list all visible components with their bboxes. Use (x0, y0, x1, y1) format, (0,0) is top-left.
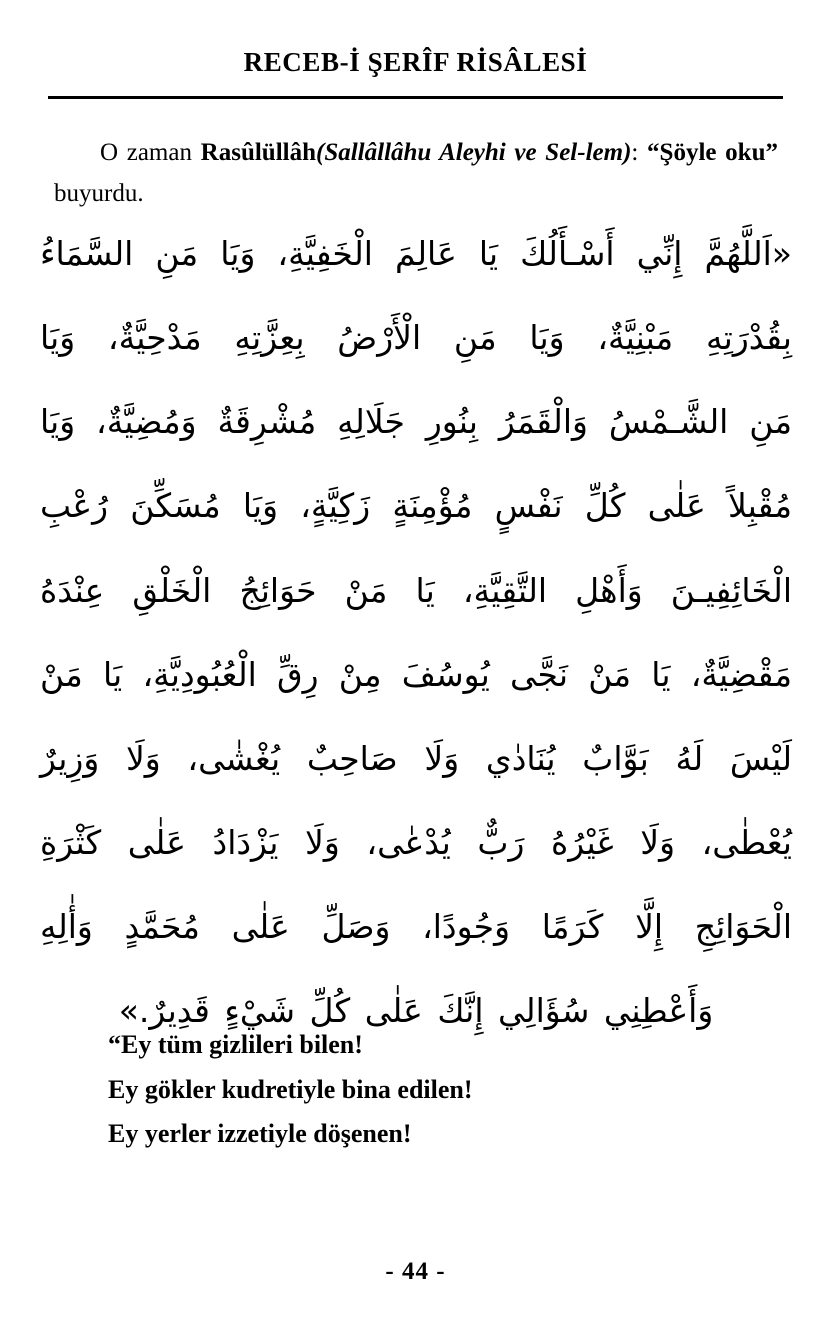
page-header-title: RECEB-İ ŞERÎF RİSÂLESİ (243, 47, 588, 77)
arabic-line: مَقْضِيَّةٌ، يَا مَنْ نَجَّى يُوسُفَ مِنْ رِقِّ الْعُبُودِيَّةِ، يَا مَنْ (40, 654, 792, 694)
intro-text-2: : (631, 139, 648, 166)
arabic-line: «اَللَّهُمَّ إِنِّي أَسْـأَلُكَ يَا عَالِمَ الْخَفِيَّةِ، وَيَا مَنِ السَّمَاءُ (40, 234, 792, 273)
translation-line: Ey yerler izzetiyle döşenen! (108, 1119, 412, 1149)
page-header (0, 48, 831, 78)
arabic-prayer-block (40, 212, 792, 1053)
header-divider (48, 96, 783, 99)
arabic-line: مَنِ الشَّـمْسُ وَالْقَمَرُ بِنُورِ جَلَالِهِ مُشْرِقَةٌ وَمُضِيَّةٌ، وَيَا (40, 402, 792, 442)
arabic-line: يُعْطٰى، وَلَا غَيْرُهُ رَبٌّ يُدْعٰى، وَلَا يَزْدَادُ عَلٰى كَثْرَةِ (40, 822, 792, 862)
intro-italic-1: (Sallâllâhu Aleyhi ve Sel- (316, 139, 586, 166)
arabic-line: الْحَوَائِجِ إِلَّا كَرَمًا وَجُودًا، وَصَلِّ عَلٰى مُحَمَّدٍ وَأٰلِهِ (40, 907, 792, 947)
arabic-line: مُقْبِلاً عَلٰى كُلِّ نَفْسٍ مُؤْمِنَةٍ زَكِيَّةٍ، وَيَا مُسَكِّنَ رُعْبِ (40, 486, 792, 526)
intro-bold-quote: “Şöyle oku” (647, 139, 778, 166)
intro-paragraph (54, 133, 778, 214)
page-number: - 44 - (385, 1258, 446, 1285)
translation-block (108, 1023, 788, 1157)
arabic-line: لَيْسَ لَهُ بَوَّابٌ يُنَادٰي وَلَا صَاحِبٌ يُغْشٰى، وَلَا وَزِيرٌ (40, 738, 792, 778)
intro-bold-rasulullah: Rasûlüllâh (200, 139, 316, 166)
intro-text-1: O zaman (100, 139, 201, 166)
arabic-line: وَأَعْطِنِي سُؤَالِي إِنَّكَ عَلٰى كُلِّ شَيْءٍ قَدِيرٌ.» (118, 991, 714, 1031)
intro-text-3: buyurdu. (54, 179, 144, 207)
arabic-line: بِقُدْرَتِهِ مَبْنِيَّةٌ، وَيَا مَنِ الْأَرْضُ بِعِزَّتِهِ مَدْحِيَّةٌ، وَيَا (40, 318, 792, 358)
intro-italic-2: lem) (585, 139, 632, 166)
arabic-line: الْخَائِفِيـنَ وَأَهْلِ التَّقِيَّةِ، يَا مَنْ حَوَائِجُ الْخَلْقِ عِنْدَهُ (40, 570, 792, 610)
translation-line: Ey gökler kudretiyle bina edilen! (108, 1074, 473, 1104)
translation-line: “Ey tüm gizlileri bilen! (108, 1030, 363, 1059)
